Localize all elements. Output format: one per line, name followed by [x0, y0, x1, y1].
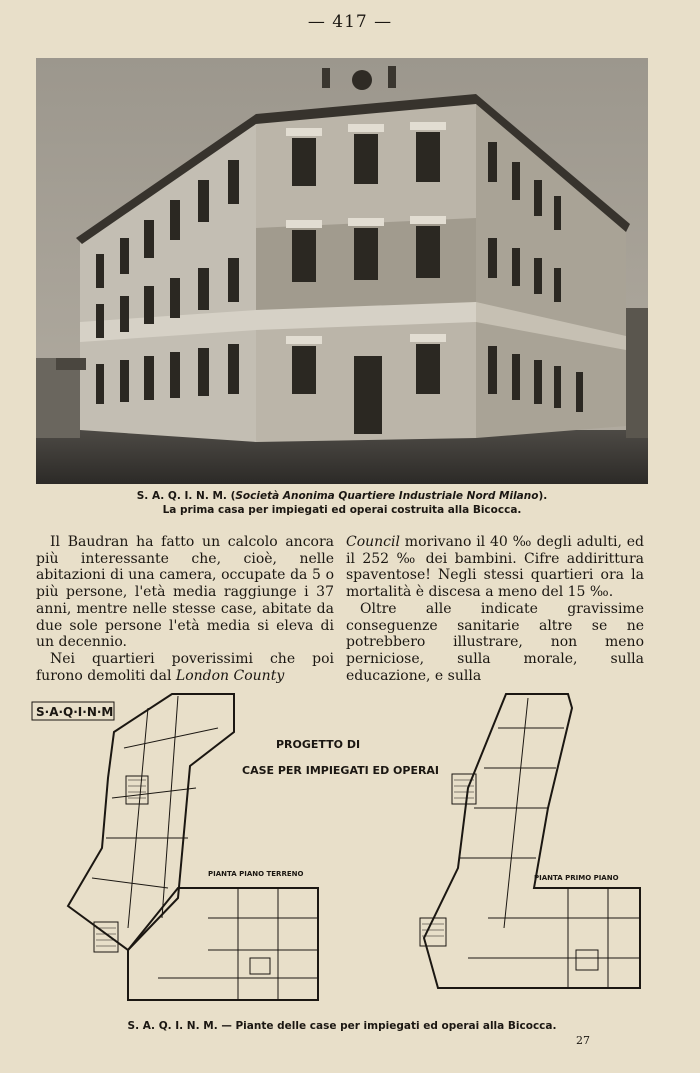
paragraph-italic: London County [175, 667, 285, 684]
text-column-right [346, 534, 644, 684]
building-photo [36, 58, 648, 484]
paragraph [36, 651, 334, 684]
page-number: — 417 — [307, 12, 393, 32]
caption-suffix: ). [538, 490, 548, 502]
paragraph-text: Nei quartieri poverissimi che poi furono demoliti dal [36, 650, 334, 684]
plans-label-ground-floor: PIANTA PIANO TERRENO [208, 870, 304, 878]
paragraph: Il Baudran ha fatto un calcolo ancora più interessante che, cioè, nelle abitazioni di una camera, occupate da 5 o più persone, l'età media raggiunge i 37 anni, mentre nelle stesse case, abitate da due sole persone l'età media si eleva di un decennio. [36, 534, 334, 651]
plans-label-first-floor: PIANTA PRIMO PIANO [534, 874, 619, 882]
plans-logo: S·A·Q·I·N·M [36, 705, 114, 719]
caption-company: Società Anonima Quartiere Industriale Nord Milano [235, 490, 539, 502]
photo-caption-line2: La prima casa per impiegati ed operai costruita alla Bicocca. [162, 504, 522, 516]
paragraph: Oltre alle indicate gravissime conseguenze sanitarie altre se ne potrebbero illustrare, non meno perniciose, sulla morale, sulla educazione, e sulla [346, 600, 644, 684]
caption-prefix: S. A. Q. I. N. M. ( [136, 490, 236, 502]
photo-caption-line1 [36, 490, 648, 503]
floor-plans-drawing [28, 688, 658, 1008]
plans-title-line2: CASE PER IMPIEGATI ED OPERAI [242, 764, 440, 777]
text-column-left [36, 534, 334, 684]
paragraph-italic: Council [346, 534, 400, 550]
paragraph-text: morivano il 40 ‰ degli adulti, ed il 252 ‰ dei bambini. Cifre addirittura spaventose! Negli stessi quartieri ora la mortalità è discesa a meno del 15 ‰. [346, 534, 644, 601]
paragraph [346, 534, 644, 601]
plans-caption: S. A. Q. I. N. M. — Piante delle case per impiegati ed operai alla Bicocca. [127, 1020, 557, 1032]
plans-title-line1: PROGETTO DI [276, 738, 361, 751]
signature-mark: 27 [576, 1034, 590, 1047]
